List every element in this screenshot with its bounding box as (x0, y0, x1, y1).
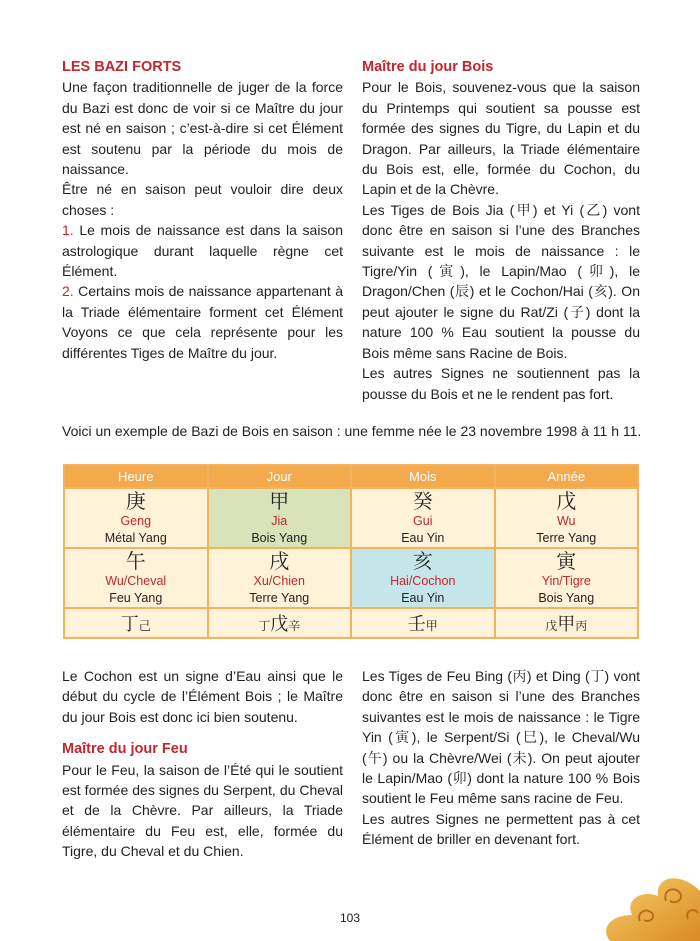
golden-cloud-ornament (570, 831, 700, 941)
hidden-stems-cell (351, 608, 495, 638)
column-bottom-right (362, 666, 640, 850)
branch-cell-jour (208, 548, 352, 608)
section-heading-bazi-forts: LES BAZI FORTS (62, 59, 182, 75)
stem-name: Geng (120, 513, 152, 528)
stem-glyph: 癸 (412, 488, 433, 513)
hidden-stems-cell (64, 608, 208, 638)
paragraph: Les Tiges de Bois Jia (甲) et Yi (乙) vont donc être en saison si l’une des Branches suivante est le mois de naissance : le Tigre/Yin (寅), le Lapin/Mao (卯), le Dragon/Chen (辰) et le Cochon/Hai (亥). On peut ajouter le signe du Rat/Zi (子) dont la nature 100 % Eau soutient la pousse du Bois même sans Racine de Bois. (362, 201, 640, 361)
branch-cell-heure (64, 548, 208, 608)
hidden-stem-main: 丁 (120, 614, 139, 635)
stem-element: Bois Yang (251, 530, 308, 545)
stem-cell-jour (208, 488, 352, 548)
paragraph: Les autres Signes ne soutiennent pas la pousse du Bois et ne le rendent pas fort. (362, 365, 640, 402)
column-header: Jour (208, 465, 352, 488)
column-header: Mois (351, 465, 495, 488)
paragraph: Une façon traditionnelle de juger de la force du Bazi est donc de voir si ce Maître du jour est né en saison ; c’est-à-dire si cet Élément est soutenu par la période du mois de naissance. (62, 79, 343, 178)
branch-name: Yin/Tigre (541, 573, 591, 588)
branch-glyph: 戌 (269, 548, 290, 573)
hidden-stem-minor: 甲 (425, 619, 438, 633)
branch-name: Hai/Cochon (390, 573, 456, 588)
stem-name: Wu (556, 513, 576, 528)
hidden-stem-minor: 丙 (575, 619, 588, 633)
column-header: Heure (64, 465, 208, 488)
hidden-stems-row (64, 608, 638, 638)
table-header-row (64, 465, 638, 488)
stem-cell-mois (351, 488, 495, 548)
column-top-right (362, 57, 640, 404)
hidden-stems-cell (208, 608, 352, 638)
stem-cell-annee (495, 488, 639, 548)
stems-row (64, 488, 638, 548)
stem-element: Terre Yang (536, 530, 597, 545)
hidden-stem-main: 壬 (407, 614, 426, 635)
stem-element: Métal Yang (104, 530, 167, 545)
branch-cell-mois (351, 548, 495, 608)
bazi-table (63, 464, 639, 639)
branch-element: Bois Yang (538, 590, 595, 605)
section-heading-bois: Maître du jour Bois (362, 59, 494, 75)
branch-glyph: 午 (125, 548, 146, 573)
column-bottom-left (62, 666, 343, 862)
branch-element: Feu Yang (109, 590, 163, 605)
column-top-left (62, 57, 343, 363)
hidden-stems-cell (495, 608, 639, 638)
hidden-stem-minor: 丁 (258, 619, 271, 633)
section-heading-feu: Maître du jour Feu (62, 741, 188, 758)
paragraph: Les autres Signes ne permettent pas à cet Élément de briller en devenant fort. (362, 810, 640, 848)
paragraph: Les Tiges de Feu Bing (丙) et Ding (丁) vont donc être en saison si l’une des Branches suivantes est le mois de naissance : le Tigre Yin (寅), le Serpent/Si (巳), le Cheval/Wu (午) ou la Chèvre/Wei (未). On peut ajouter le Lapin/Mao (卯) dont la nature 100 % Bois soutient le Feu même sans racine de Feu. (362, 668, 640, 807)
branches-row (64, 548, 638, 608)
hidden-stem-minor: 戊 (545, 619, 558, 633)
hidden-stem-main: 戊 (270, 614, 289, 635)
list-number: 2. (62, 283, 74, 300)
branch-glyph: 寅 (556, 548, 577, 573)
branch-element: Terre Yang (249, 590, 310, 605)
branch-name: Wu/Cheval (105, 573, 167, 588)
branch-name: Xu/Chien (253, 573, 305, 588)
paragraph: Le Cochon est un signe d’Eau ainsi que le début du cycle de l’Élément Bois ; le Maître du jour Bois est donc ici bien soutenu. (62, 668, 343, 725)
column-header: Année (495, 465, 639, 488)
hidden-stem-minor: 己 (138, 619, 151, 633)
list-text: Le mois de naissance est dans la saison astrologique durant laquelle règne cet Élément. (62, 222, 343, 280)
page-number: 103 (339, 911, 361, 925)
branch-cell-annee (495, 548, 639, 608)
paragraph: Pour le Bois, souvenez-vous que la saison du Printemps qui soutient sa pousse est formée des signes du Tigre, du Lapin et du Dragon. Par ailleurs, la Triade élémentaire du Bois est, elle, formée du Cochon, du Lapin et de la Chèvre. (362, 79, 640, 198)
hidden-stem-minor: 辛 (288, 619, 301, 633)
branch-glyph: 亥 (412, 548, 433, 573)
hidden-stem-main: 甲 (557, 614, 576, 635)
stem-name: Gui (413, 513, 433, 528)
example-intro: Voici un exemple de Bazi de Bois en saison : une femme née le 23 novembre 1998 à 11 h 11. (62, 423, 642, 439)
list-number: 1. (62, 222, 74, 239)
list-text: Certains mois de naissance appartenant à la Triade élémentaire forment cet Élément Voyons ce que cela représente pour les différentes Tiges de Maître du jour. (62, 283, 343, 361)
list-item (62, 281, 343, 363)
stem-element: Eau Yin (401, 530, 445, 545)
stem-glyph: 戊 (556, 488, 577, 513)
stem-name: Jia (271, 513, 288, 528)
stem-glyph: 庚 (125, 488, 146, 513)
paragraph: Pour le Feu, la saison de l’Été qui le soutient est formée des signes du Serpent, du Cheval et de la Chèvre. Par ailleurs, la Triade élémentaire du Feu est, elle, formée du Tigre, du Cheval et du Chien. (62, 761, 343, 860)
list-item (62, 220, 343, 281)
paragraph: Être né en saison peut vouloir dire deux choses : (62, 181, 343, 218)
stem-glyph: 甲 (269, 488, 290, 513)
stem-cell-heure (64, 488, 208, 548)
branch-element: Eau Yin (401, 590, 445, 605)
